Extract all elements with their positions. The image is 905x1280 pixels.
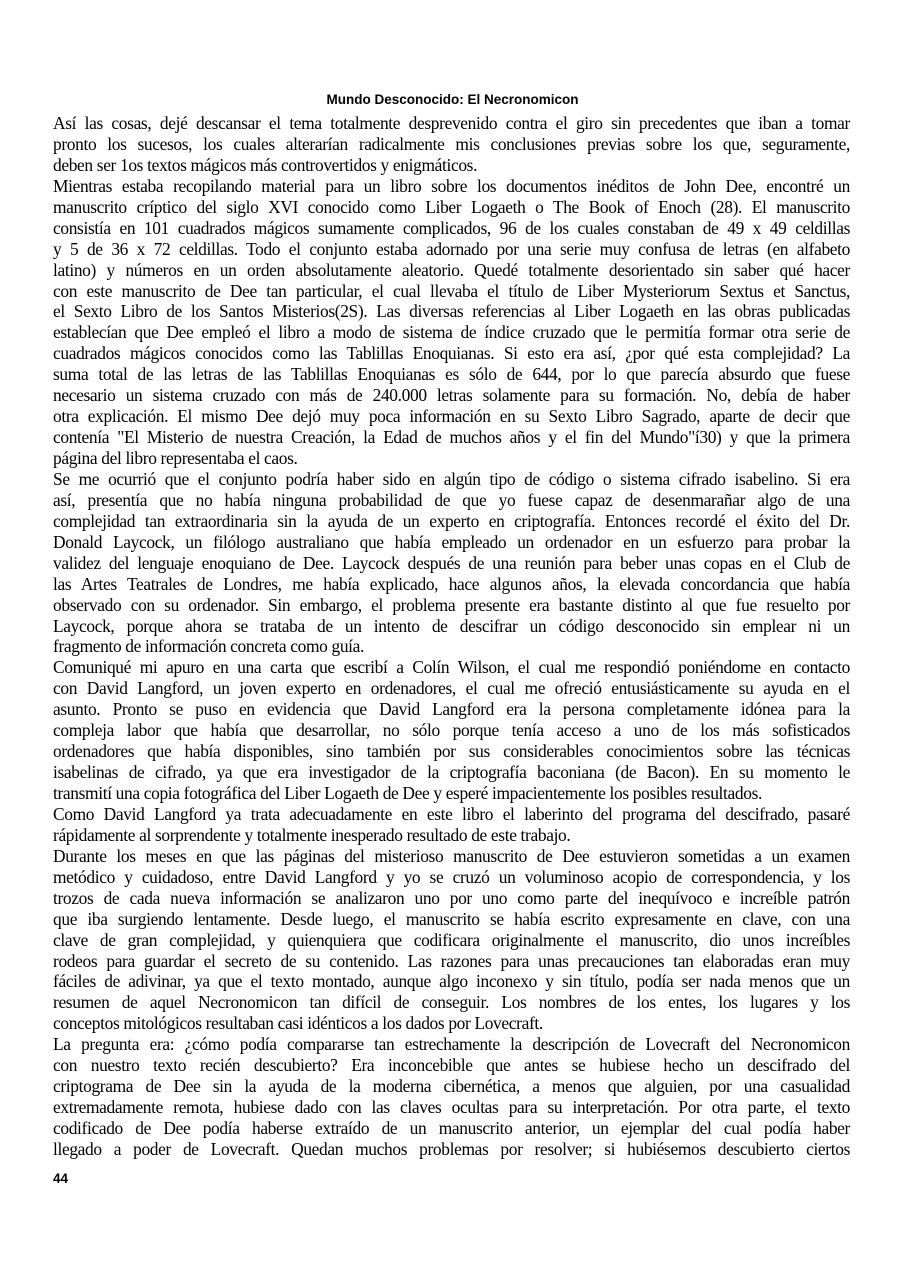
- text-line: con nuestro texto recién descubierto? Era inconcebible que antes se hubiese hecho un descifrado del: [53, 1055, 850, 1076]
- paragraph: [53, 657, 850, 804]
- text-line: clave de gran complejidad, y quienquiera que codificara originalmente el manuscrito, dio unos increíbles: [53, 929, 850, 950]
- text-line: contenía "El Misterio de nuestra Creación, la Edad de muchos años y el fin del Mundo"í30) y que la primera: [53, 427, 850, 448]
- text-line: Mientras estaba recopilando material para un libro sobre los documentos inéditos de John Dee, encontré un: [53, 175, 850, 196]
- text-line: metódico y cuidadoso, entre David Langford y yo se cruzó un voluminoso acopio de correspondencia, y los: [53, 866, 850, 887]
- text-line: otra explicación. El mismo Dee dejó muy poca información en su Sexto Libro Sagrado, aparte de decir que: [53, 406, 850, 427]
- text-line: observado con su ordenador. Sin embargo, el problema presente era bastante distinto al que fue resuelto por: [53, 594, 850, 615]
- paragraph: [53, 804, 850, 846]
- text-line: con David Langford, un joven experto en ordenadores, el cual me ofreció entusiásticamente su ayuda en el: [53, 678, 850, 699]
- text-line: Se me ocurrió que el conjunto podría haber sido en algún tipo de código o sistema cifrado isabelino. Si era: [53, 468, 850, 489]
- text-line: Como David Langford ya trata adecuadamente en este libro el laberinto del programa del descifrado, pasaré: [53, 803, 850, 824]
- text-line: validez del lenguaje enoquiano de Dee. Laycock después de una reunión para beber unas copas en el Club de: [53, 552, 850, 573]
- text-line: manuscrito críptico del siglo XVI conocido como Liber Logaeth o The Book of Enoch (28). El manuscrito: [53, 196, 850, 217]
- text-line: ordenadores que había disponibles, sino también por sus considerables conocimientos sobre las técnicas: [53, 741, 850, 762]
- text-line: página del libro representaba el caos.: [53, 448, 298, 468]
- text-line: asunto. Pronto se puso en evidencia que David Langford era la persona completamente idónea para la: [53, 699, 850, 720]
- running-header: Mundo Desconocido: El Necronomicon: [326, 92, 579, 107]
- text-line: Durante los meses en que las páginas del misterioso manuscrito de Dee estuvieron sometidas a un examen: [53, 845, 850, 866]
- text-line: necesario un sistema cruzado con más de 240.000 letras solamente para su formación. No, debía de haber: [53, 385, 850, 406]
- text-line: complejidad tan extraordinaria sin la ayuda de un experto en criptografía. Entonces recordé el éxito del Dr.: [53, 510, 850, 531]
- text-line: Comuniqué mi apuro en una carta que escribí a Colín Wilson, el cual me respondió poniéndome en contacto: [53, 657, 850, 678]
- text-line: establecían que Dee empleó el libro a modo de sistema de índice cruzado que le permitía formar otra serie de: [53, 322, 850, 343]
- text-line: y 5 de 36 x 72 celdillas. Todo el conjunto estaba adornado por una serie muy confusa de letras (en alfabeto: [53, 238, 850, 259]
- text-line: criptograma de Dee sin la ayuda de la moderna cibernética, a menos que alguien, por una casualidad: [53, 1076, 850, 1097]
- text-line: rodeos para guardar el secreto de su contenido. Las razones para unas precauciones tan elaboradas eran muy: [53, 950, 850, 971]
- text-line: Laycock, porque ahora se trataba de un intento de descifrar un código desconocido sin emplear ni un: [53, 615, 850, 636]
- paragraph: [53, 469, 850, 657]
- text-line: transmití una copia fotográfica del Liber Logaeth de Dee y esperé impacientemente los posibles resultados.: [53, 783, 762, 803]
- text-line: cuadrados mágicos conocidos como las Tablillas Enoquianas. Si esto era así, ¿por qué esta complejidad? La: [53, 343, 850, 364]
- text-line: consistía en 101 cuadrados mágicos sumamente complicados, 96 de los cuales constaban de 49 x 49 celdillas: [53, 217, 850, 238]
- text-line: Así las cosas, dejé descansar el tema totalmente desprevenido contra el giro sin precedentes que iban a tomar: [53, 113, 850, 133]
- text-line: conceptos mitológicos resultaban casi idénticos a los dados por Lovecraft.: [53, 1013, 543, 1034]
- text-line: deben ser 1os textos mágicos más controvertidos y enigmáticos.: [53, 154, 478, 175]
- text-line: pronto los sucesos, los cuales alterarían radicalmente mis conclusiones previas sobre los que, seguramente,: [53, 133, 850, 154]
- text-line: llegado a poder de Lovecraft. Quedan muchos problemas por resolver; si hubiésemos descubierto ciertos: [53, 1138, 850, 1159]
- text-line: las Artes Teatrales de Londres, me había explicado, hace algunos años, la elevada concordancia que había: [53, 573, 850, 594]
- text-line: La pregunta era: ¿cómo podía compararse tan estrechamente la descripción de Lovecraft del Necronomicon: [53, 1034, 850, 1055]
- paragraph: [53, 176, 850, 469]
- page-number: 44: [53, 1171, 69, 1186]
- text-line: que iba surgiendo lentamente. Desde luego, el manuscrito se había escrito expresamente en clave, con una: [53, 908, 850, 929]
- paragraph: [53, 1034, 850, 1160]
- text-line: así, presentía que no había ninguna probabilidad de que yo fuese capaz de desenmarañar algo de una: [53, 489, 850, 510]
- text-line: compleja labor que había que desarrollar, no sólo porque tenía acceso a uno de los más sofisticados: [53, 720, 850, 741]
- text-line: isabelinas de cifrado, ya que era investigador de la criptografía baconiana (de Bacon). En su momento le: [53, 762, 850, 783]
- text-line: suma total de las letras de las Tablillas Enoquianas es sólo de 644, por lo que parecía absurdo que fuese: [53, 364, 850, 385]
- paragraph: [53, 846, 850, 1034]
- text-line: resumen de aquel Necronomicon tan difícil de conseguir. Los nombres de los entes, los lugares y los: [53, 992, 850, 1013]
- text-line: fragmento de información concreta como guía.: [53, 636, 365, 657]
- paragraph: [53, 113, 850, 176]
- text-line: Donald Laycock, un filólogo australiano que había empleado un ordenador en un esfuerzo para probar la: [53, 531, 850, 552]
- text-line: rápidamente al sorprendente y totalmente inesperado resultado de este trabajo.: [53, 824, 571, 845]
- text-line: el Sexto Libro de los Santos Misterios(2S). Las diversas referencias al Liber Logaeth en las obras publicadas: [53, 301, 850, 322]
- text-line: codificado de Dee podía haberse extraído de un manuscrito anterior, un ejemplar del cual podía haber: [53, 1118, 850, 1138]
- text-line: extremadamente remota, hubiese dado con las claves ocultas para su interpretación. Por otra parte, el texto: [53, 1097, 850, 1118]
- text-line: trozos de cada nueva información se analizaron uno por uno como parte del inequívoco e increíble patrón: [53, 887, 850, 908]
- text-line: latino) y números en un orden absolutamente aleatorio. Quedé totalmente desorientado sin saber qué hacer: [53, 259, 850, 280]
- body-text: [53, 113, 850, 1160]
- text-line: con este manuscrito de Dee tan particular, el cual llevaba el título de Liber Mysteriorum Sextus et Sanctus,: [53, 280, 850, 301]
- text-line: fáciles de adivinar, ya que el texto montado, aunque algo inconexo y sin título, podía ser nada menos que un: [53, 971, 850, 992]
